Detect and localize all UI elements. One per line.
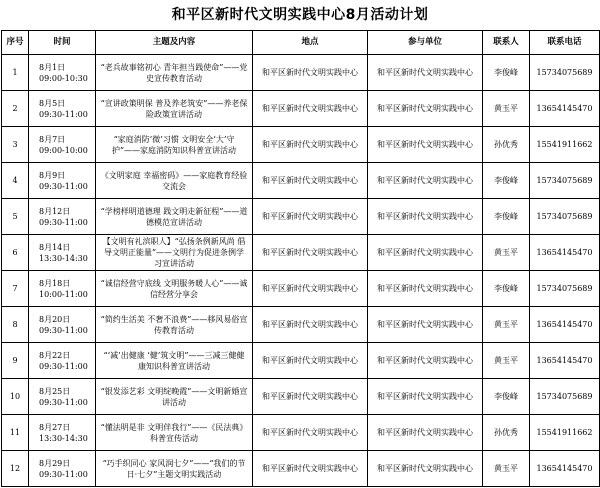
theme-cell: 《文明家庭 幸福密码》——家庭教育经验交流会 xyxy=(96,163,253,199)
unit-cell: 和平区新时代文明实践中心 xyxy=(368,379,483,415)
place-cell: 和平区新时代文明实践中心 xyxy=(253,451,368,487)
theme-cell: 【文明有礼滨职人】“弘扬条例新风尚 倡导文明正能量”——文明行为促进条例学习宣讲活动 xyxy=(96,235,253,271)
unit-cell: 和平区新时代文明实践中心 xyxy=(368,271,483,307)
place-cell: 和平区新时代文明实践中心 xyxy=(253,163,368,199)
table-row xyxy=(2,379,600,415)
contact-cell: 李俊峰 xyxy=(483,271,530,307)
activity-time-range: 09:00-10:00 xyxy=(39,145,88,155)
contact-cell: 李俊峰 xyxy=(483,199,530,235)
activity-date: 8月9日 xyxy=(39,170,66,180)
activity-time-range: 09:30-11:00 xyxy=(39,325,88,335)
unit-cell: 和平区新时代文明实践中心 xyxy=(368,307,483,343)
place-cell: 和平区新时代文明实践中心 xyxy=(253,199,368,235)
column-header-number: 序号 xyxy=(2,31,29,55)
phone-cell: 13654145470 xyxy=(530,91,600,127)
time-cell xyxy=(29,379,96,415)
activity-time-range: 09:30-11:00 xyxy=(39,469,88,479)
time-cell xyxy=(29,343,96,379)
phone-cell: 15541911662 xyxy=(530,415,600,451)
table-row xyxy=(2,343,600,379)
activity-date: 8月29日 xyxy=(39,458,71,468)
table-row xyxy=(2,415,600,451)
theme-cell: “老兵故事铭初心 青年担当践使命”——党史宣传教育活动 xyxy=(96,55,253,91)
activity-time-range: 09:30-11:00 xyxy=(39,109,88,119)
unit-cell: 和平区新时代文明实践中心 xyxy=(368,415,483,451)
contact-cell: 黄玉平 xyxy=(483,307,530,343)
activity-time-range: 09:30-11:00 xyxy=(39,361,88,371)
activity-date: 8月5日 xyxy=(39,98,66,108)
table-row xyxy=(2,235,600,271)
table-row xyxy=(2,163,600,199)
table-row xyxy=(2,307,600,343)
column-header-place: 地点 xyxy=(253,31,368,55)
column-header-phone: 联系电话 xyxy=(530,31,600,55)
contact-cell: 黄玉平 xyxy=(483,451,530,487)
place-cell: 和平区新时代文明实践中心 xyxy=(253,343,368,379)
place-cell: 和平区新时代文明实践中心 xyxy=(253,55,368,91)
row-number-cell: 4 xyxy=(2,163,29,199)
place-cell: 和平区新时代文明实践中心 xyxy=(253,91,368,127)
place-cell: 和平区新时代文明实践中心 xyxy=(253,307,368,343)
column-header-unit: 参与单位 xyxy=(368,31,483,55)
time-cell xyxy=(29,199,96,235)
row-number-cell: 9 xyxy=(2,343,29,379)
phone-cell: 15734075689 xyxy=(530,379,600,415)
theme-cell: “学榜样明道德理 践文明走新征程”——道德模范宣讲活动 xyxy=(96,199,253,235)
table-row xyxy=(2,271,600,307)
activity-date: 8月27日 xyxy=(39,422,71,432)
unit-cell: 和平区新时代文明实践中心 xyxy=(368,91,483,127)
table-row xyxy=(2,55,600,91)
time-cell xyxy=(29,271,96,307)
unit-cell: 和平区新时代文明实践中心 xyxy=(368,55,483,91)
activity-time-range: 09:30-11:00 xyxy=(39,217,88,227)
contact-cell: 孙优秀 xyxy=(483,415,530,451)
phone-cell: 13654145470 xyxy=(530,235,600,271)
place-cell: 和平区新时代文明实践中心 xyxy=(253,379,368,415)
row-number-cell: 2 xyxy=(2,91,29,127)
phone-cell: 13654145470 xyxy=(530,451,600,487)
activity-date: 8月7日 xyxy=(39,134,66,144)
row-number-cell: 7 xyxy=(2,271,29,307)
time-cell xyxy=(29,55,96,91)
time-cell xyxy=(29,91,96,127)
phone-cell: 15734075689 xyxy=(530,55,600,91)
activity-date: 8月18日 xyxy=(39,278,71,288)
phone-cell: 13654145470 xyxy=(530,307,600,343)
contact-cell: 孙优秀 xyxy=(483,127,530,163)
activity-time-range: 09:30-11:00 xyxy=(39,397,88,407)
contact-cell: 黄玉平 xyxy=(483,91,530,127)
theme-cell: “‘减’出健康 ‘健’筑文明”——三减三健健康知识科普宣讲活动 xyxy=(96,343,253,379)
unit-cell: 和平区新时代文明实践中心 xyxy=(368,451,483,487)
table-row xyxy=(2,451,600,487)
activity-time-range: 09:30-11:00 xyxy=(39,181,88,191)
activity-date: 8月22日 xyxy=(39,350,71,360)
row-number-cell: 6 xyxy=(2,235,29,271)
activity-plan-table xyxy=(1,30,600,487)
unit-cell: 和平区新时代文明实践中心 xyxy=(368,163,483,199)
theme-cell: “巧手织同心 家风润七夕”——“我们的节日·七夕”主题文明实践活动 xyxy=(96,451,253,487)
column-header-theme: 主题及内容 xyxy=(96,31,253,55)
place-cell: 和平区新时代文明实践中心 xyxy=(253,415,368,451)
theme-cell: “家庭消防‘微’习惯 文明安全‘大’守护”——家庭消防知识科普宣讲活动 xyxy=(96,127,253,163)
phone-cell: 15734075689 xyxy=(530,199,600,235)
table-body xyxy=(2,55,600,487)
table-row xyxy=(2,127,600,163)
contact-cell: 李俊峰 xyxy=(483,55,530,91)
time-cell xyxy=(29,127,96,163)
phone-cell: 15734075689 xyxy=(530,163,600,199)
time-cell xyxy=(29,307,96,343)
theme-cell: “银发添艺彩 文明绽晚霞”——文明新婚宣讲活动 xyxy=(96,379,253,415)
row-number-cell: 12 xyxy=(2,451,29,487)
time-cell xyxy=(29,451,96,487)
column-header-contact: 联系人 xyxy=(483,31,530,55)
row-number-cell: 10 xyxy=(2,379,29,415)
activity-time-range: 09:00-10:30 xyxy=(39,73,88,83)
theme-cell: “宣讲政策明保 普及养老筑安”——养老保险政策宣讲活动 xyxy=(96,91,253,127)
table-row xyxy=(2,91,600,127)
activity-time-range: 10:00-11:00 xyxy=(39,289,88,299)
table-row xyxy=(2,199,600,235)
theme-cell: “诚信经营守底线 文明服务暖人心”——诚信经营分享会 xyxy=(96,271,253,307)
place-cell: 和平区新时代文明实践中心 xyxy=(253,127,368,163)
row-number-cell: 3 xyxy=(2,127,29,163)
document-title: 和平区新时代文明实践中心8月活动计划 xyxy=(171,7,429,23)
row-number-cell: 11 xyxy=(2,415,29,451)
contact-cell: 黄玉平 xyxy=(483,343,530,379)
place-cell: 和平区新时代文明实践中心 xyxy=(253,271,368,307)
activity-time-range: 13:30-14:30 xyxy=(39,253,88,263)
row-number-cell: 1 xyxy=(2,55,29,91)
contact-cell: 李俊峰 xyxy=(483,379,530,415)
activity-date: 8月12日 xyxy=(39,206,71,216)
place-cell: 和平区新时代文明实践中心 xyxy=(253,235,368,271)
unit-cell: 和平区新时代文明实践中心 xyxy=(368,127,483,163)
unit-cell: 和平区新时代文明实践中心 xyxy=(368,235,483,271)
column-header-time: 时间 xyxy=(29,31,96,55)
unit-cell: 和平区新时代文明实践中心 xyxy=(368,343,483,379)
activity-date: 8月1日 xyxy=(39,62,66,72)
activity-date: 8月14日 xyxy=(39,242,71,252)
contact-cell: 黄玉平 xyxy=(483,235,530,271)
activity-date: 8月25日 xyxy=(39,386,71,396)
phone-cell: 13654145470 xyxy=(530,343,600,379)
phone-cell: 15541911662 xyxy=(530,127,600,163)
time-cell xyxy=(29,163,96,199)
phone-cell: 15734075689 xyxy=(530,271,600,307)
row-number-cell: 8 xyxy=(2,307,29,343)
activity-time-range: 13:30-14:30 xyxy=(39,433,88,443)
theme-cell: “懂法明是非 文明伴我行”——《民法典》科普宣传活动 xyxy=(96,415,253,451)
time-cell xyxy=(29,235,96,271)
row-number-cell: 5 xyxy=(2,199,29,235)
activity-date: 8月20日 xyxy=(39,314,71,324)
contact-cell: 李俊峰 xyxy=(483,163,530,199)
table-header-row xyxy=(2,31,600,55)
time-cell xyxy=(29,415,96,451)
unit-cell: 和平区新时代文明实践中心 xyxy=(368,199,483,235)
theme-cell: “简约生活美 不奢不浪费”——移风易俗宣传教育活动 xyxy=(96,307,253,343)
